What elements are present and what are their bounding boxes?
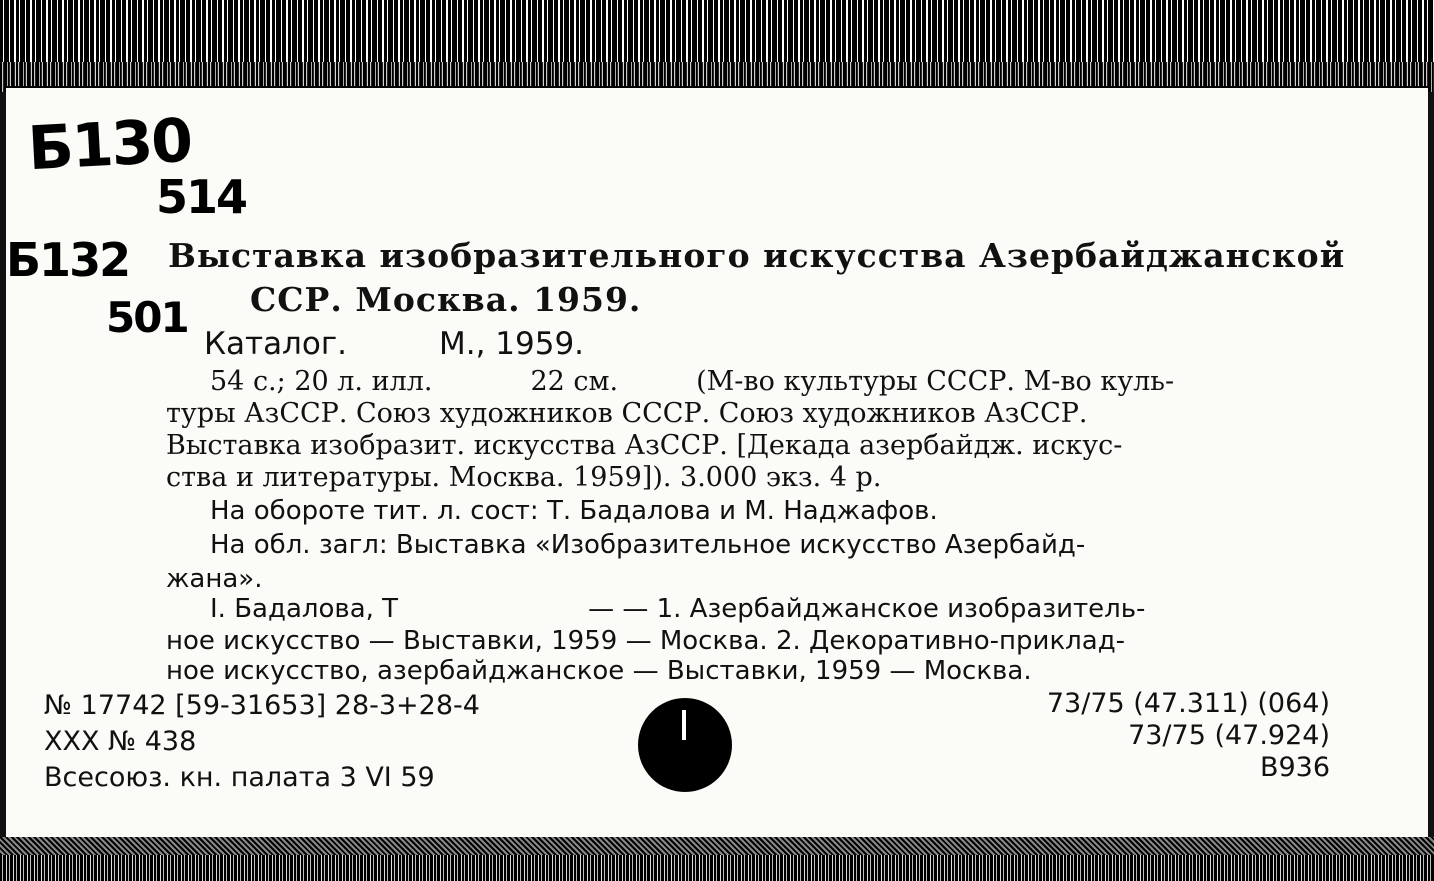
shelf-mark-1-top: Б130 — [26, 105, 193, 185]
shelf-mark-2-bottom: 501 — [106, 293, 188, 342]
subtitle-kind: Каталог. — [204, 326, 347, 362]
scan-noise-bottom — [0, 837, 1434, 881]
title-line-1: Выставка изобразительного искусства Азербайджанской — [168, 236, 1346, 275]
subtitle-line — [204, 326, 584, 362]
subject-line-2: ное искусство — Выставки, 1959 — Москва. 2. Декоративно-приклад- — [166, 626, 1126, 656]
classification-line-3: B936 — [1259, 752, 1330, 783]
description-line-3: Выставка изобразит. искусства АзССР. [Декада азербайдж. искус- — [166, 430, 1123, 461]
description-size: 22 см. — [530, 366, 619, 397]
description-line-1 — [210, 366, 1174, 397]
shelf-mark-1-bottom: 514 — [156, 170, 247, 224]
registry-line-2: XXX № 438 — [44, 726, 197, 757]
description-series: (М-во культуры СССР. М-во куль- — [696, 366, 1175, 397]
title-line-2: ССР. Москва. 1959. — [250, 280, 642, 319]
note-line-3: жана». — [166, 564, 263, 594]
scan-noise-top — [0, 0, 1434, 92]
note-line-2: На обл. загл: Выставка «Изобразительное искусство Азербайд- — [210, 530, 1086, 560]
note-line-1: На обороте тит. л. сост: Т. Бадалова и М. Наджафов. — [210, 496, 938, 526]
classification-line-2: 73/75 (47.924) — [1128, 720, 1330, 751]
catalog-card — [6, 86, 1428, 846]
subject-author: I. Бадалова, Т — [210, 594, 399, 624]
punch-hole — [638, 698, 732, 792]
registry-line-3: Всесоюз. кн. палата 3 VI 59 — [44, 762, 435, 793]
subject-line-3: ное искусство, азербайджанское — Выставки, 1959 — Москва. — [166, 656, 1032, 686]
description-line-4: ства и литературы. Москва. 1959]). 3.000 экз. 4 р. — [166, 462, 882, 493]
subtitle-place-year: М., 1959. — [438, 326, 585, 362]
registry-line-1: № 17742 [59-31653] 28-3+28-4 — [44, 690, 480, 721]
shelf-mark-2-top: Б132 — [6, 233, 130, 287]
subject-heading-1: — — 1. Азербайджанское изобразитель- — [588, 594, 1146, 624]
subject-line-1 — [210, 594, 1145, 624]
classification-line-1: 73/75 (47.311) (064) — [1046, 688, 1330, 719]
description-pages: 54 с.; 20 л. илл. — [210, 366, 433, 397]
description-line-2: туры АзССР. Союз художников СССР. Союз художников АзССР. — [166, 398, 1088, 429]
